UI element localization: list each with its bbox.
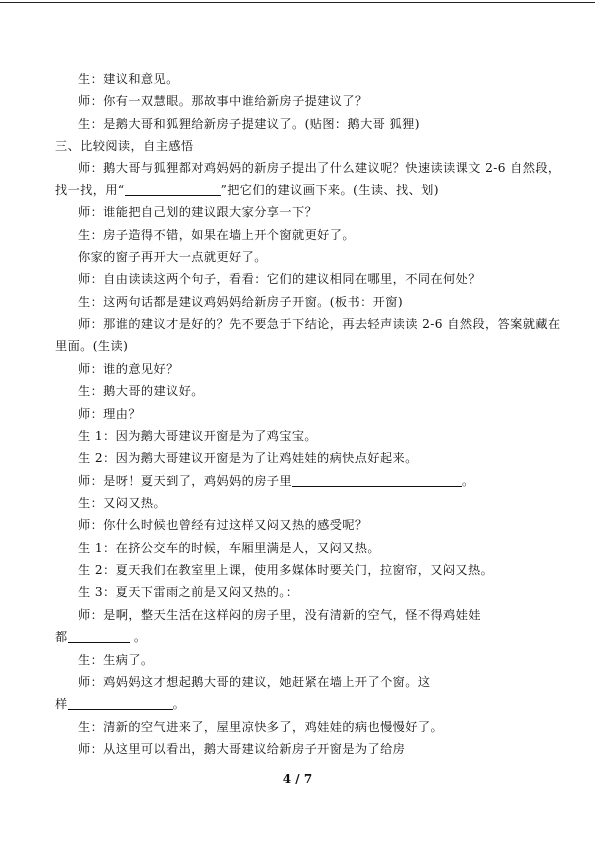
text-line <box>0 718 595 736</box>
line-text-after-blank: 。 <box>172 697 186 711</box>
line-text: 你家的窗子再开大一点就更好了。 <box>78 250 267 264</box>
text-line <box>0 360 595 378</box>
text-line <box>0 606 595 624</box>
line-text: 师：从这里可以看出，鹅大哥建议给新房子开窗是为了给房 <box>78 742 406 756</box>
text-line <box>0 137 595 155</box>
text-line <box>0 70 595 88</box>
line-text: 师：那谁的建议才是好的？先不要急于下结论，再去轻声读读 2-6 自然段，答案就藏在 <box>78 317 561 331</box>
line-text: 生：建议和意见。 <box>78 72 179 86</box>
text-line <box>0 337 595 355</box>
line-text-after-blank: ”把它们的建议画下来。(生读、找、划) <box>220 183 439 197</box>
line-text: 师：谁的意见好？ <box>78 362 179 376</box>
line-text: 三、比较阅读，自主感悟 <box>55 139 194 153</box>
line-text: 师：谁能把自己划的建议跟大家分享一下？ <box>78 205 318 219</box>
line-text: 师：自由读读这两个句子，看看：它们的建议相同在哪里，不同在何处？ <box>78 272 481 286</box>
line-text: 生：清新的空气进来了，屋里凉快多了，鸡娃娃的病也慢慢好了。 <box>78 720 444 734</box>
text-line <box>0 583 595 601</box>
line-text: 师：鸡妈妈这才想起鹅大哥的建议，她赶紧在墙上开了个窗。这 <box>78 675 431 689</box>
line-text-before-blank: 都 <box>55 630 68 644</box>
page-number: 4 / 7 <box>282 772 313 786</box>
text-line <box>0 203 595 221</box>
text-line <box>0 695 595 713</box>
line-text-after-blank: 。 <box>462 474 475 488</box>
line-text-before-blank: 找一找，用“ <box>55 183 125 197</box>
text-line <box>0 516 595 534</box>
text-line <box>0 159 595 177</box>
text-line <box>0 427 595 445</box>
line-text: 生 2：因为鹅大哥建议开窗是为了让鸡娃娃的病快点好起来。 <box>78 451 418 465</box>
text-line <box>0 315 595 333</box>
text-line <box>0 115 595 133</box>
fill-in-blank <box>68 696 173 710</box>
line-text: 生：又闷又热。 <box>78 496 167 510</box>
text-line <box>0 628 595 646</box>
line-text: 生：生病了。 <box>78 653 154 667</box>
line-text: 生：这两句话都是建议鸡妈妈给新房子开窗。(板书：开窗) <box>78 295 403 309</box>
line-text: 师：你什么时候也曾经有过这样又闷又热的感受呢？ <box>78 518 368 532</box>
line-text: 生 1：因为鹅大哥建议开窗是为了鸡宝宝。 <box>78 429 318 443</box>
fill-in-blank <box>125 182 221 196</box>
line-text: 师：鹅大哥与狐狸都对鸡妈妈的新房子提出了什么建议呢？快速读读课文 2-6 自然段， <box>78 161 561 175</box>
text-line <box>0 92 595 110</box>
text-line <box>0 472 595 490</box>
fill-in-blank <box>292 473 462 487</box>
text-line <box>0 651 595 669</box>
text-line <box>0 561 595 579</box>
line-text: 生：房子造得不错，如果在墙上开个窗就更好了。 <box>78 228 355 242</box>
line-text: 生：鹅大哥的建议好。 <box>78 384 204 398</box>
text-line <box>0 226 595 244</box>
line-text-before-blank: 样 <box>55 697 68 711</box>
text-line <box>0 539 595 557</box>
text-line <box>0 494 595 512</box>
line-text: 里面。(生读) <box>55 339 129 353</box>
text-line <box>0 382 595 400</box>
text-line <box>0 293 595 311</box>
line-text: 生 3：夏天下雷雨之前是又闷又热的。： <box>78 585 299 599</box>
line-text: 生 1：在挤公交车的时候，车厢里满是人，又闷又热。 <box>78 541 380 555</box>
line-text: 师：你有一双慧眼。那故事中谁给新房子提建议了？ <box>78 94 368 108</box>
text-line <box>0 673 595 691</box>
text-line <box>0 449 595 467</box>
text-line <box>0 740 595 758</box>
text-line <box>0 181 595 199</box>
text-line <box>0 405 595 423</box>
text-line <box>0 248 595 266</box>
line-text-after-blank: 。 <box>129 630 147 644</box>
line-text: 生 2：夏天我们在教室里上课，使用多媒体时要关门，拉窗帘，又闷又热。 <box>78 563 494 577</box>
line-text-before-blank: 师：是呀！夏天到了，鸡妈妈的房子里 <box>78 474 292 488</box>
line-text: 师：是啊，整天生活在这样闷的房子里，没有清新的空气，怪不得鸡娃娃 <box>78 608 481 622</box>
line-text: 生：是鹅大哥和狐狸给新房子提建议了。(贴图：鹅大哥 狐狸) <box>78 117 420 131</box>
text-line <box>0 270 595 288</box>
line-text: 师：理由？ <box>78 407 141 421</box>
fill-in-blank <box>68 629 130 643</box>
